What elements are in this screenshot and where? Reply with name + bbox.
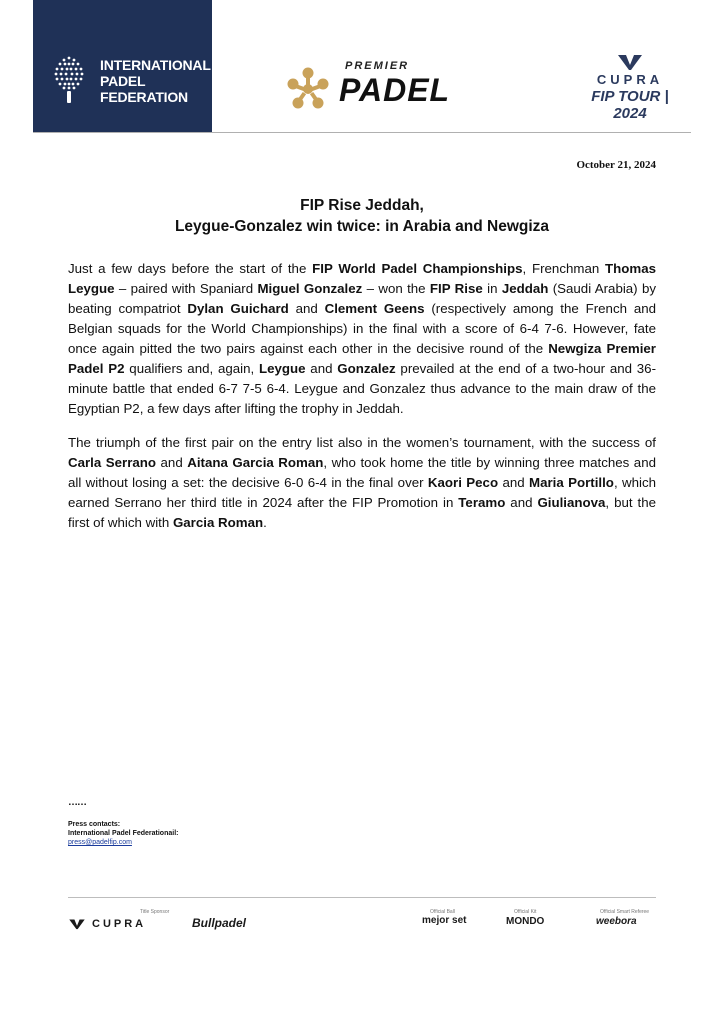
bold-run: Carla Serrano <box>68 455 157 470</box>
premier-label: PREMIER <box>345 60 410 72</box>
text-run: qualifiers and, again, <box>124 361 259 376</box>
text-run: , Frenchman <box>522 261 606 276</box>
text-run: and <box>505 495 538 510</box>
text-run: and <box>288 301 325 316</box>
bold-run: Jeddah <box>501 281 549 296</box>
bold-run: Newgiza Premier Padel P2 <box>68 341 656 376</box>
cupra-wordmark: CUPRA <box>596 72 664 87</box>
text-run: The triumph of the first pair on the entry list also in the women’s tournament, with the success of <box>68 435 656 450</box>
text-run: – paired with Spaniard <box>114 281 258 296</box>
text-run: Just a few days before the start of the <box>68 261 313 276</box>
bold-run: Teramo <box>458 495 506 510</box>
press-contacts-heading: Press contacts: <box>68 821 121 828</box>
text-run: prevailed at the end of a two-hour and 36-minute battle that ended 6-7 7-5 6-4. Leygue and Gonzalez thus advance to the main draw of the Egyptian P2, a few days after lifting the trophy in Jeddah. <box>68 361 657 416</box>
ipf-logo-block <box>33 0 212 132</box>
sponsor-mondo-logo: MONDO <box>506 916 545 927</box>
bold-run: FIP Rise <box>429 281 483 296</box>
bold-run: Garcia Roman <box>172 515 264 530</box>
text-run: – won the <box>362 281 430 296</box>
press-release-date: October 21, 2024 <box>576 159 656 171</box>
footer-divider <box>68 897 656 898</box>
sponsor-weebora-logo: weebora <box>596 916 637 927</box>
padel-label: PADEL <box>339 72 451 108</box>
sponsor-cupra-name: CUPRA <box>92 918 147 930</box>
official-smart-referee-caption: Official Smart Referee <box>600 909 650 915</box>
text-run: (Saudi Arabia) by beating compatriot <box>68 281 656 316</box>
premier-padel-star-icon <box>285 66 331 112</box>
bold-run: Kaori Peco <box>427 475 499 490</box>
text-run: (respectively among the French and Belgian squads for the World Championships) in the final with a score of 6-4 7-6. However, fate once again pitted the two pairs against each other in the decisive round of the <box>68 301 657 356</box>
header-divider <box>33 132 691 133</box>
title-sponsor-caption: Title Sponsor <box>140 909 170 915</box>
header <box>0 0 724 132</box>
cupra-emblem-icon <box>68 918 86 930</box>
bold-run: Clement Geens <box>324 301 425 316</box>
headline-line-1: FIP Rise Jeddah, <box>300 197 424 214</box>
bold-run: Giulianova <box>537 495 606 510</box>
text-run: and <box>156 455 188 470</box>
text-run: , but the first of which with <box>68 495 656 530</box>
bold-run: Thomas Leygue <box>68 261 656 296</box>
premier-padel-logo <box>285 60 485 110</box>
text-run: , who took home the title by winning three matches and all without losing a set: the decisive 6-0 6-4 in the final over <box>68 455 656 490</box>
fip-tour-label: FIP TOUR | 2024 <box>591 88 669 122</box>
bold-run: Dylan Guichard <box>187 301 289 316</box>
body-paragraph-1 <box>68 259 656 419</box>
bold-run: Maria Portillo <box>529 475 614 490</box>
text-run: and <box>305 361 338 376</box>
separator-dots: …… <box>68 797 86 808</box>
bold-run: Gonzalez <box>337 361 396 376</box>
sponsor-bullpadel-logo: Bullpadel <box>192 916 247 930</box>
bold-run: FIP World Padel Championships <box>312 261 523 276</box>
text-run: and <box>498 475 530 490</box>
official-kit-caption: Official Kit <box>514 909 537 915</box>
text-run: in <box>482 281 502 296</box>
press-email-link[interactable]: press@padelfip.com <box>68 839 132 846</box>
ipf-name: INTERNATIONAL PADEL FEDERATION <box>100 57 211 105</box>
press-contacts-org: International Padel Federationail: <box>68 830 179 837</box>
body-paragraph-2 <box>68 433 656 533</box>
cupra-fip-tour-logo <box>575 53 685 122</box>
press-contacts <box>68 820 178 847</box>
sponsor-mejorset-logo: mejor set <box>422 915 467 926</box>
bold-run: Miguel Gonzalez <box>257 281 363 296</box>
text-run: , which earned Serrano her third title in 2024 after the FIP Promotion in <box>68 475 657 510</box>
official-ball-caption: Official Ball <box>430 909 455 915</box>
ipf-globe-icon <box>53 55 85 103</box>
bold-run: Leygue <box>258 361 306 376</box>
bold-run: Aitana Garcia Roman <box>187 455 324 470</box>
cupra-emblem-icon <box>616 53 644 71</box>
headline-line-2: Leygue-Gonzalez win twice: in Arabia and Newgiza <box>174 218 550 235</box>
text-run: . <box>263 515 267 530</box>
sponsor-cupra-logo <box>68 918 168 930</box>
